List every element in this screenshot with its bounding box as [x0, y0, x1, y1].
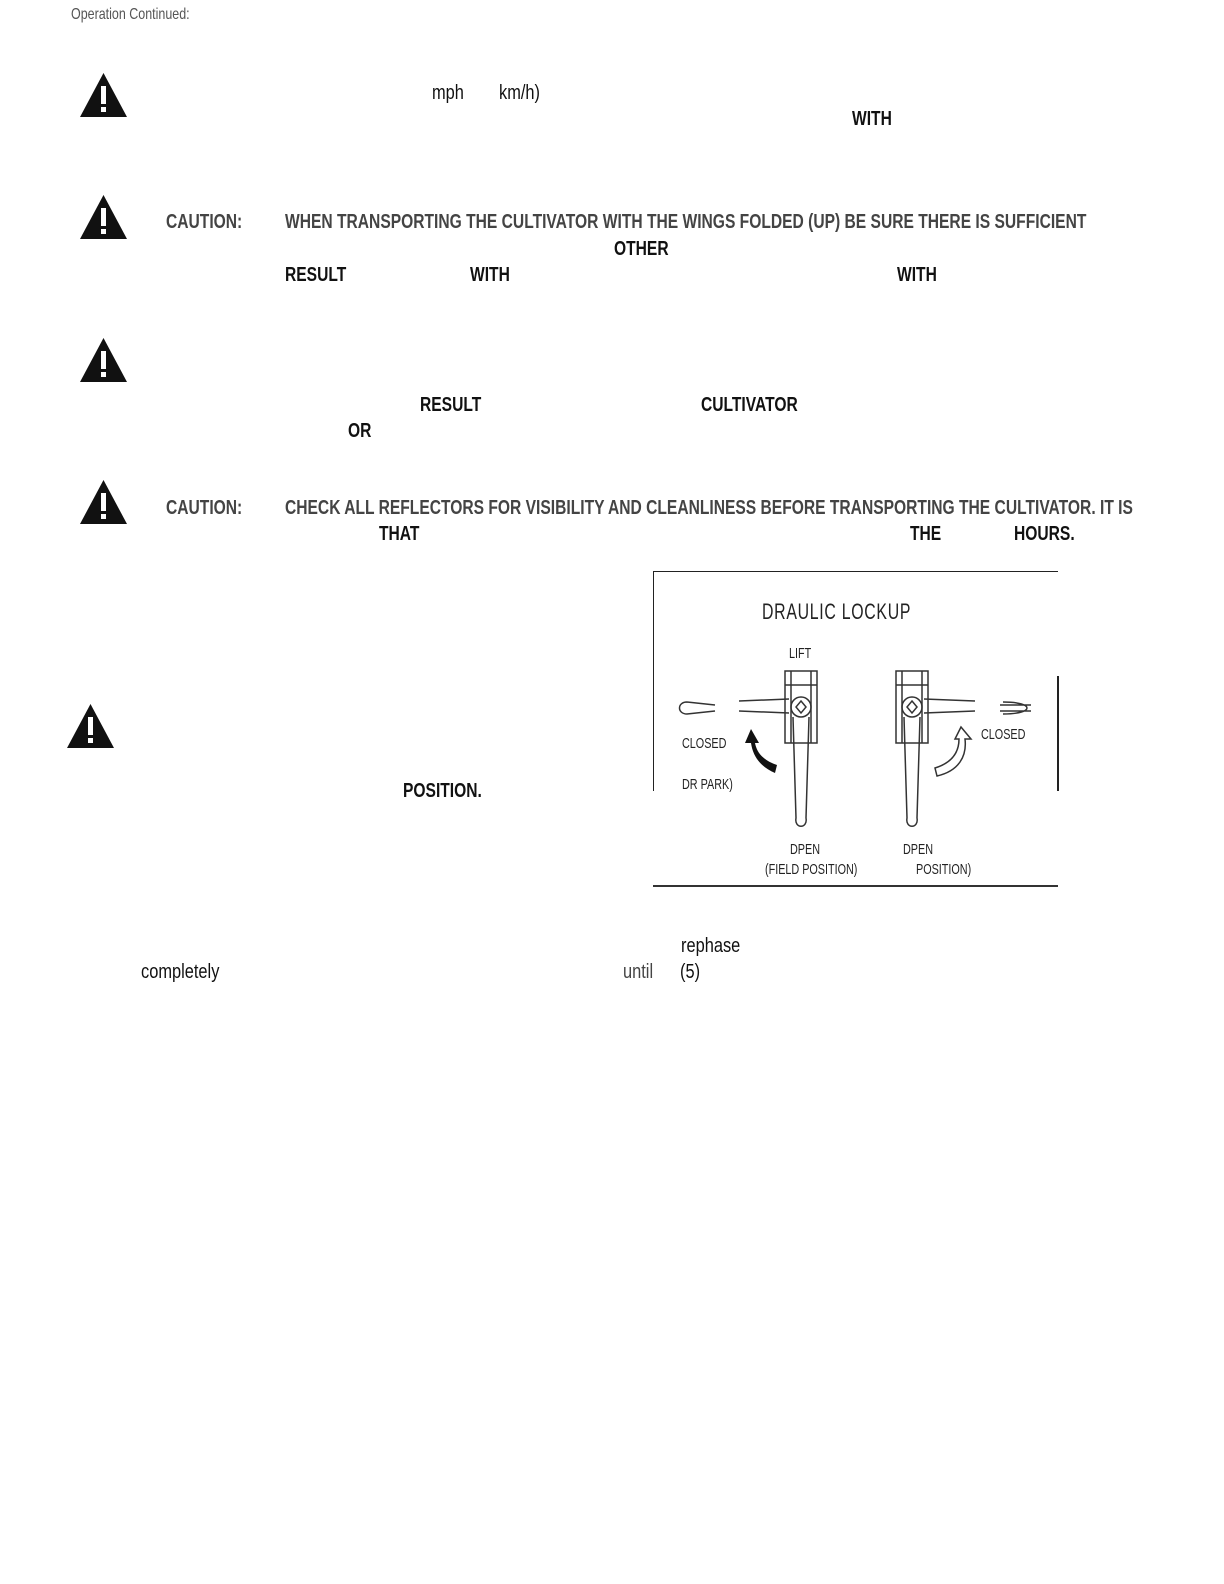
warning-2-line1: WHEN TRANSPORTING THE CULTIVATOR WITH THE WINGS FOLDED (UP) BE SURE THERE IS SUFFICIENT	[285, 211, 1087, 233]
bottom-text-5: (5)	[680, 961, 701, 983]
caution-label: CAUTION:	[166, 211, 243, 233]
bottom-text-rephase: rephase	[681, 935, 741, 957]
figure-label-field-position: (FIELD POSITION)	[765, 861, 858, 878]
warning-4-text-that: THAT	[379, 523, 420, 545]
warning-4-text-hours: HOURS.	[1014, 523, 1075, 545]
figure-label-open-left: DPEN	[790, 841, 821, 858]
warning-2-text-with: WITH	[470, 264, 510, 286]
page-header: Operation Continued:	[71, 6, 190, 23]
caution-label: CAUTION:	[166, 497, 243, 519]
warning-triangle-icon	[79, 337, 128, 383]
figure-label-park: DR PARK)	[682, 776, 733, 793]
warning-3-text-cultivator: CULTIVATOR	[701, 394, 798, 416]
bottom-text-until: until	[623, 961, 654, 983]
warning-1-text-with: WITH	[852, 108, 892, 130]
figure-label-lift: LIFT	[789, 645, 812, 662]
figure-title: DRAULIC LOCKUP	[762, 599, 912, 624]
figure-label-position-right: POSITION)	[916, 861, 972, 878]
figure-label-closed-left: CLOSED	[682, 735, 727, 752]
warning-4-line1: CHECK ALL REFLECTORS FOR VISIBILITY AND CLEANLINESS BEFORE TRANSPORTING THE CULTIVATOR. IT IS	[285, 497, 1133, 519]
warning-triangle-icon	[79, 72, 128, 118]
warning-1-text-mph: mph	[432, 82, 464, 104]
warning-4-text-the: THE	[910, 523, 942, 545]
warning-2-text-other: OTHER	[614, 238, 669, 260]
hydraulic-lockup-valve-illustration	[653, 571, 1058, 886]
warning-3-text-result: RESULT	[420, 394, 482, 416]
bottom-text-completely: completely	[141, 961, 220, 983]
warning-1-text-kmh: km/h)	[499, 82, 540, 104]
figure-label-open-right: DPEN	[903, 841, 934, 858]
warning-triangle-icon	[66, 703, 115, 749]
warning-5-text-position: POSITION.	[403, 780, 482, 802]
warning-3-text-or: OR	[348, 420, 372, 442]
warning-triangle-icon	[79, 194, 128, 240]
figure-label-closed-right: CLOSED	[981, 726, 1026, 743]
warning-2-text-result: RESULT	[285, 264, 347, 286]
warning-2-text-with-2: WITH	[897, 264, 937, 286]
warning-triangle-icon	[79, 479, 128, 525]
